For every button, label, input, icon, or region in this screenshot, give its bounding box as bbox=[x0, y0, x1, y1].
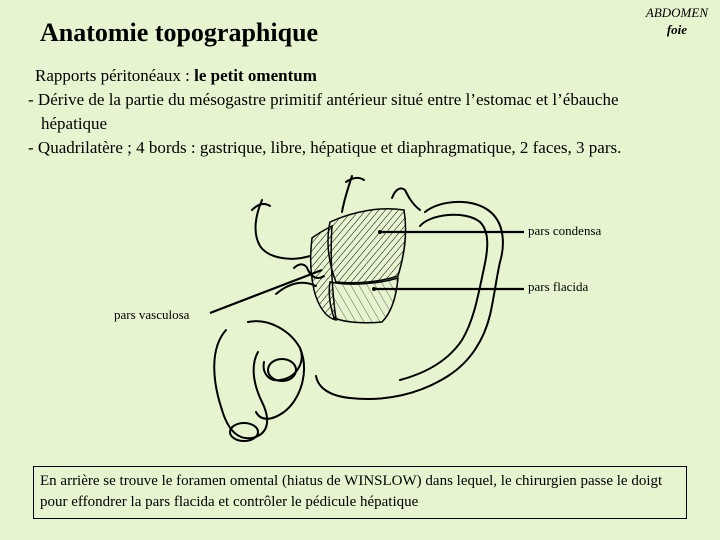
intro-prefix: Rapports péritonéaux : bbox=[35, 66, 195, 85]
liver-hook-right bbox=[346, 178, 364, 182]
label-pars-flacida: pars flacida bbox=[528, 279, 589, 294]
slide-title: Anatomie topographique bbox=[40, 18, 319, 47]
liver-edge-left bbox=[256, 200, 310, 259]
label-pars-vasculosa: pars vasculosa bbox=[114, 307, 190, 322]
pointer-vasculosa bbox=[210, 270, 322, 313]
esophagus bbox=[392, 188, 420, 210]
pars-condensa-region bbox=[328, 209, 406, 283]
bullet-1: - Dérive de la partie du mésogastre primitif antérieur situé entre l’estomac et l’ébauche hépatique bbox=[28, 90, 619, 133]
duodenum-outline-2 bbox=[248, 321, 302, 380]
bullet-2: - Quadrilatère ; 4 bords : gastrique, libre, hépatique et diaphragmatique, 2 faces, 3 pars. bbox=[28, 138, 622, 157]
liver-edge-hook bbox=[252, 204, 270, 210]
label-pars-condensa: pars condensa bbox=[528, 223, 602, 238]
duodenum-cut bbox=[268, 359, 296, 381]
stomach-inner bbox=[400, 215, 487, 380]
note-box: En arrière se trouve le foramen omental (hiatus de WINSLOW) dans lequel, le chirurgien passe le doigt pour effondrer la pars flacida et contrôler le pédicule hépatique bbox=[33, 466, 687, 519]
section-tag-line1: ABDOMEN bbox=[645, 5, 708, 20]
section-tag-line2: foie bbox=[666, 22, 688, 37]
pars-flacida-region bbox=[329, 278, 398, 323]
intro-bold: le petit omentum bbox=[194, 66, 317, 85]
duodenum-outline bbox=[214, 330, 267, 438]
